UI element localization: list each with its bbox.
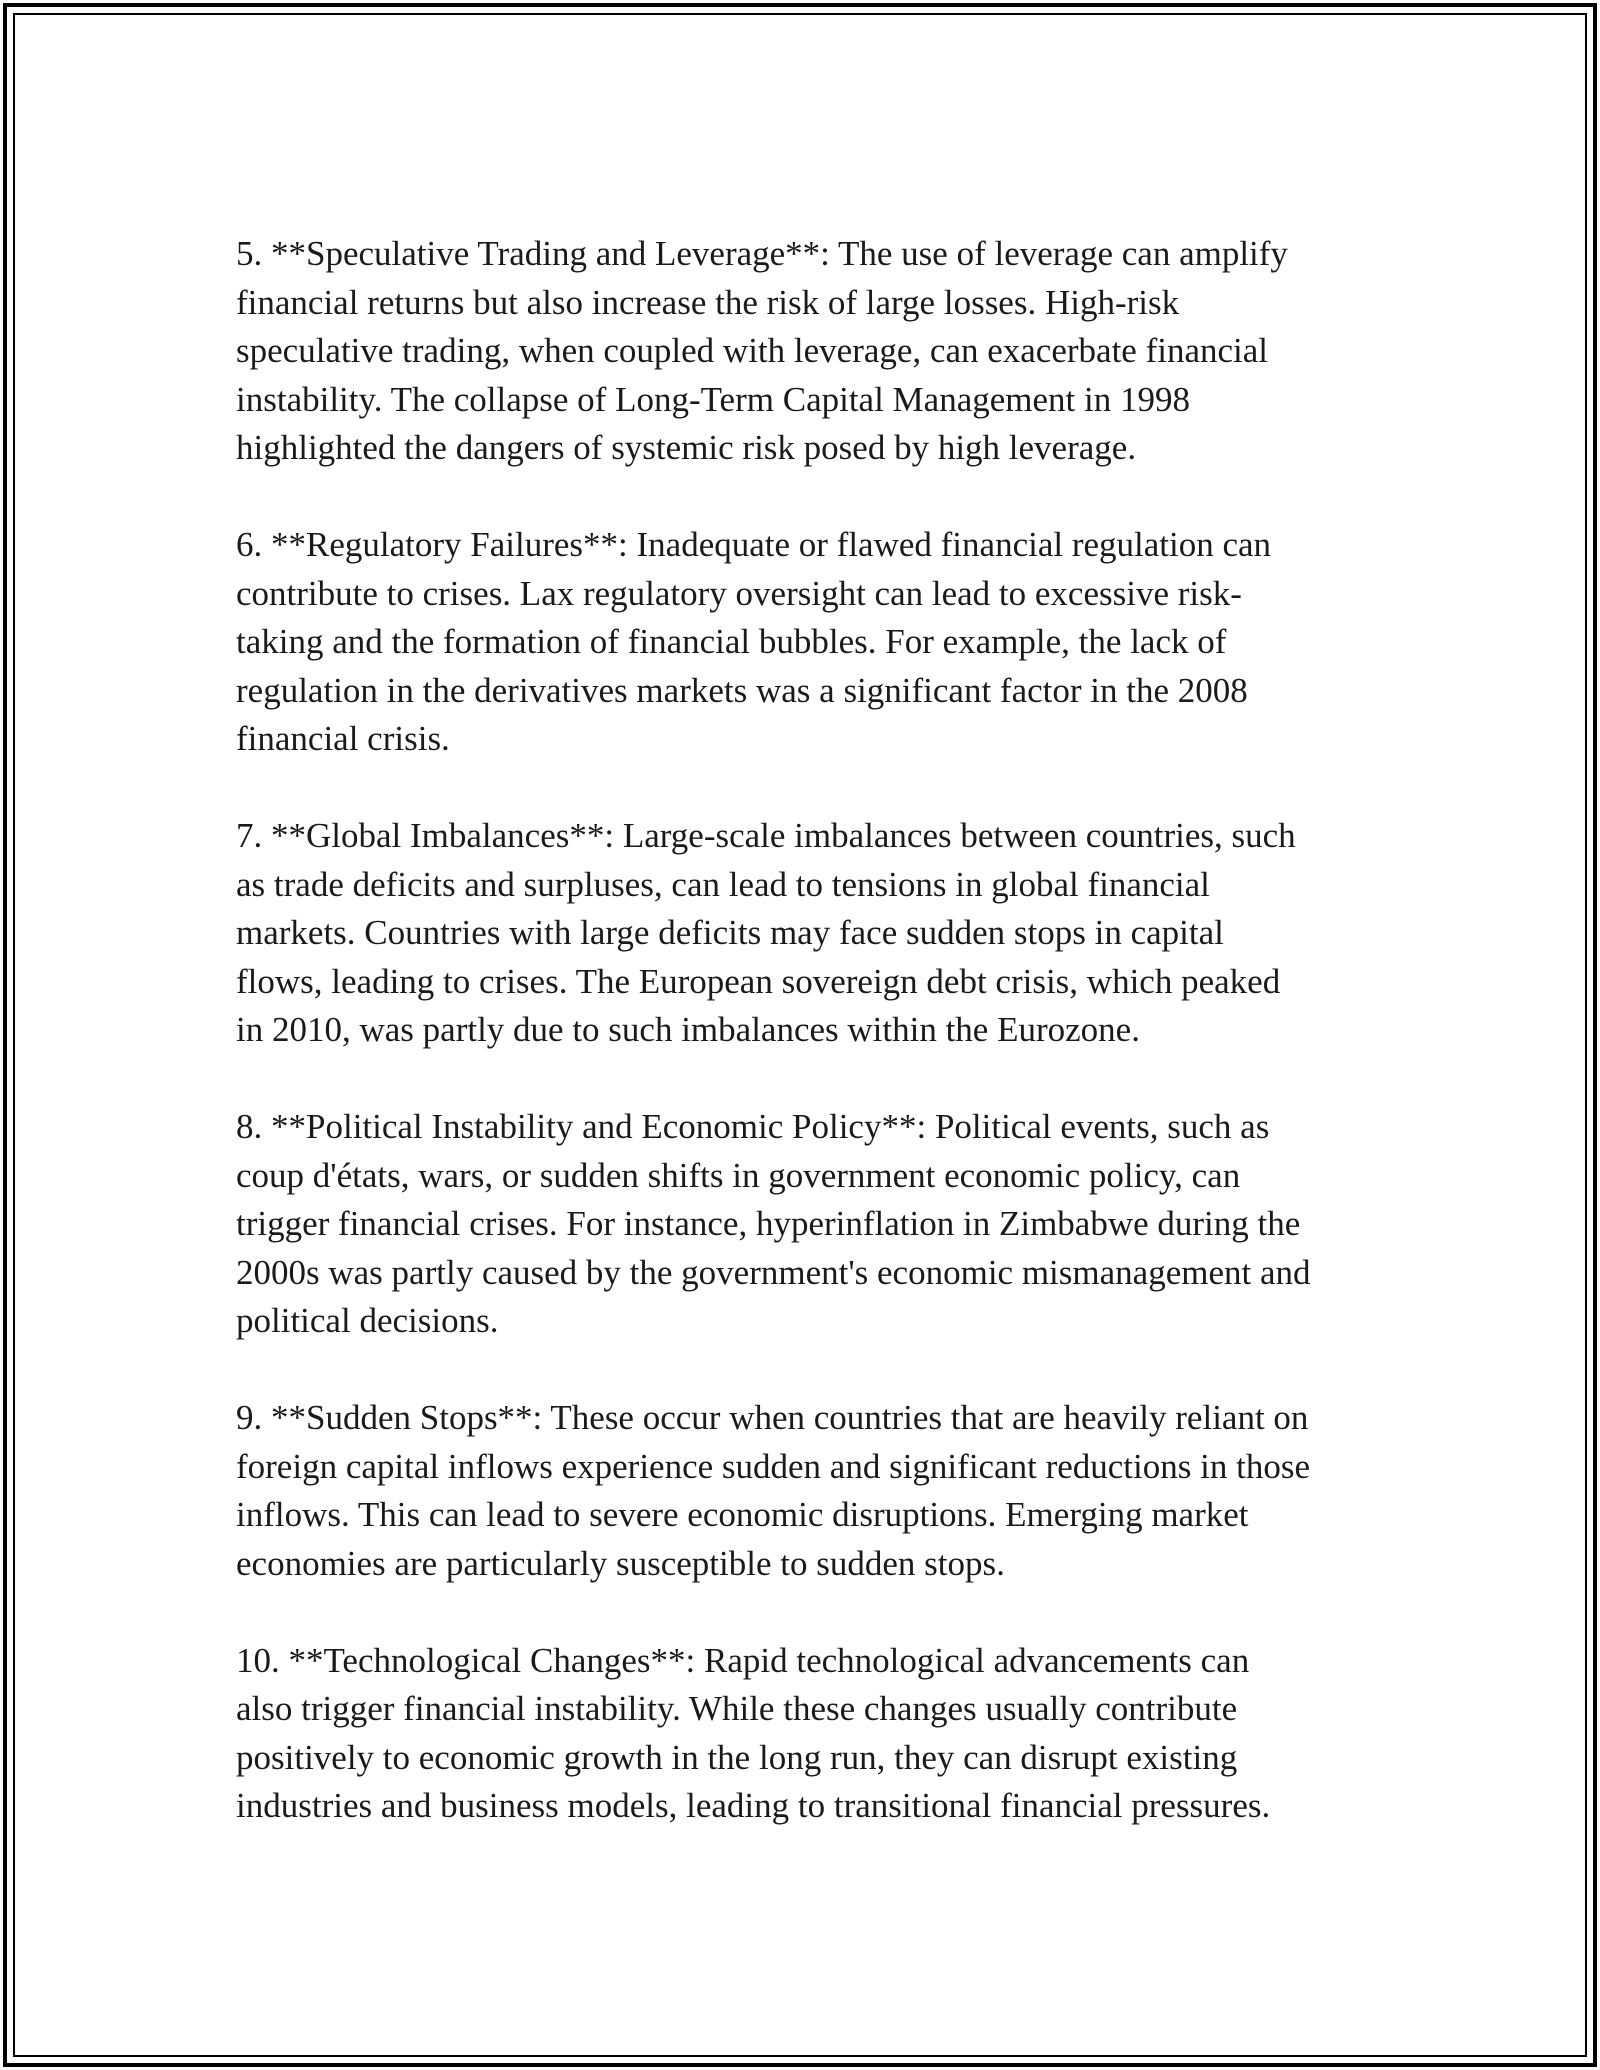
text-line: economies are particularly susceptible to sudden stops. (236, 1543, 1005, 1583)
paragraph-speculative-trading (236, 230, 1376, 473)
text-line: speculative trading, when coupled with leverage, can exacerbate financial (236, 331, 1269, 370)
paragraph-regulatory-failures (236, 521, 1376, 764)
text-line: financial crisis. (236, 719, 450, 758)
text-line: 5. **Speculative Trading and Leverage**: The use of leverage can amplify (236, 234, 1288, 273)
text-line: 7. **Global Imbalances**: Large-scale imbalances between countries, such (236, 816, 1296, 855)
text-line: highlighted the dangers of systemic risk posed by high leverage. (236, 428, 1137, 467)
text-line: also trigger financial instability. While these changes usually contribute (236, 1689, 1238, 1728)
document-body (236, 230, 1376, 1879)
text-line: taking and the formation of financial bubbles. For example, the lack of (236, 622, 1227, 661)
text-line: markets. Countries with large deficits may face sudden stops in capital (236, 913, 1224, 952)
text-line: 9. **Sudden Stops**: These occur when countries that are heavily reliant on (236, 1398, 1309, 1437)
text-line: as trade deficits and surpluses, can lead to tensions in global financial (236, 864, 1210, 904)
paragraph-global-imbalances (236, 812, 1376, 1055)
text-line: inflows. This can lead to severe economic disruptions. Emerging market (236, 1495, 1249, 1534)
text-line: in 2010, was partly due to such imbalances within the Eurozone. (236, 1010, 1140, 1049)
text-line: 2000s was partly caused by the government's economic mismanagement and (236, 1252, 1311, 1292)
text-line: 8. **Political Instability and Economic Policy**: Political events, such as (236, 1107, 1270, 1146)
text-line: political decisions. (236, 1301, 499, 1340)
text-line: foreign capital inflows experience sudden and significant reductions in those (236, 1446, 1310, 1486)
text-line: flows, leading to crises. The European sovereign debt crisis, which peaked (236, 961, 1281, 1001)
text-line: positively to economic growth in the long run, they can disrupt existing (236, 1737, 1238, 1777)
text-line: regulation in the derivatives markets was a significant factor in the 2008 (236, 670, 1248, 710)
text-line: 6. **Regulatory Failures**: Inadequate or flawed financial regulation can (236, 525, 1272, 564)
text-line: instability. The collapse of Long-Term Capital Management in 1998 (236, 379, 1190, 419)
text-line: trigger financial crises. For instance, hyperinflation in Zimbabwe during the (236, 1204, 1301, 1243)
paragraph-political-instability (236, 1103, 1376, 1346)
text-line: financial returns but also increase the risk of large losses. High-risk (236, 282, 1180, 322)
text-line: industries and business models, leading to transitional financial pressures. (236, 1786, 1271, 1825)
paragraph-technological-changes (236, 1637, 1376, 1831)
text-line: 10. **Technological Changes**: Rapid technological advancements can (236, 1640, 1250, 1680)
paragraph-sudden-stops (236, 1394, 1376, 1588)
text-line: coup d'états, wars, or sudden shifts in government economic policy, can (236, 1155, 1241, 1195)
text-line: contribute to crises. Lax regulatory oversight can lead to excessive risk- (236, 573, 1242, 613)
